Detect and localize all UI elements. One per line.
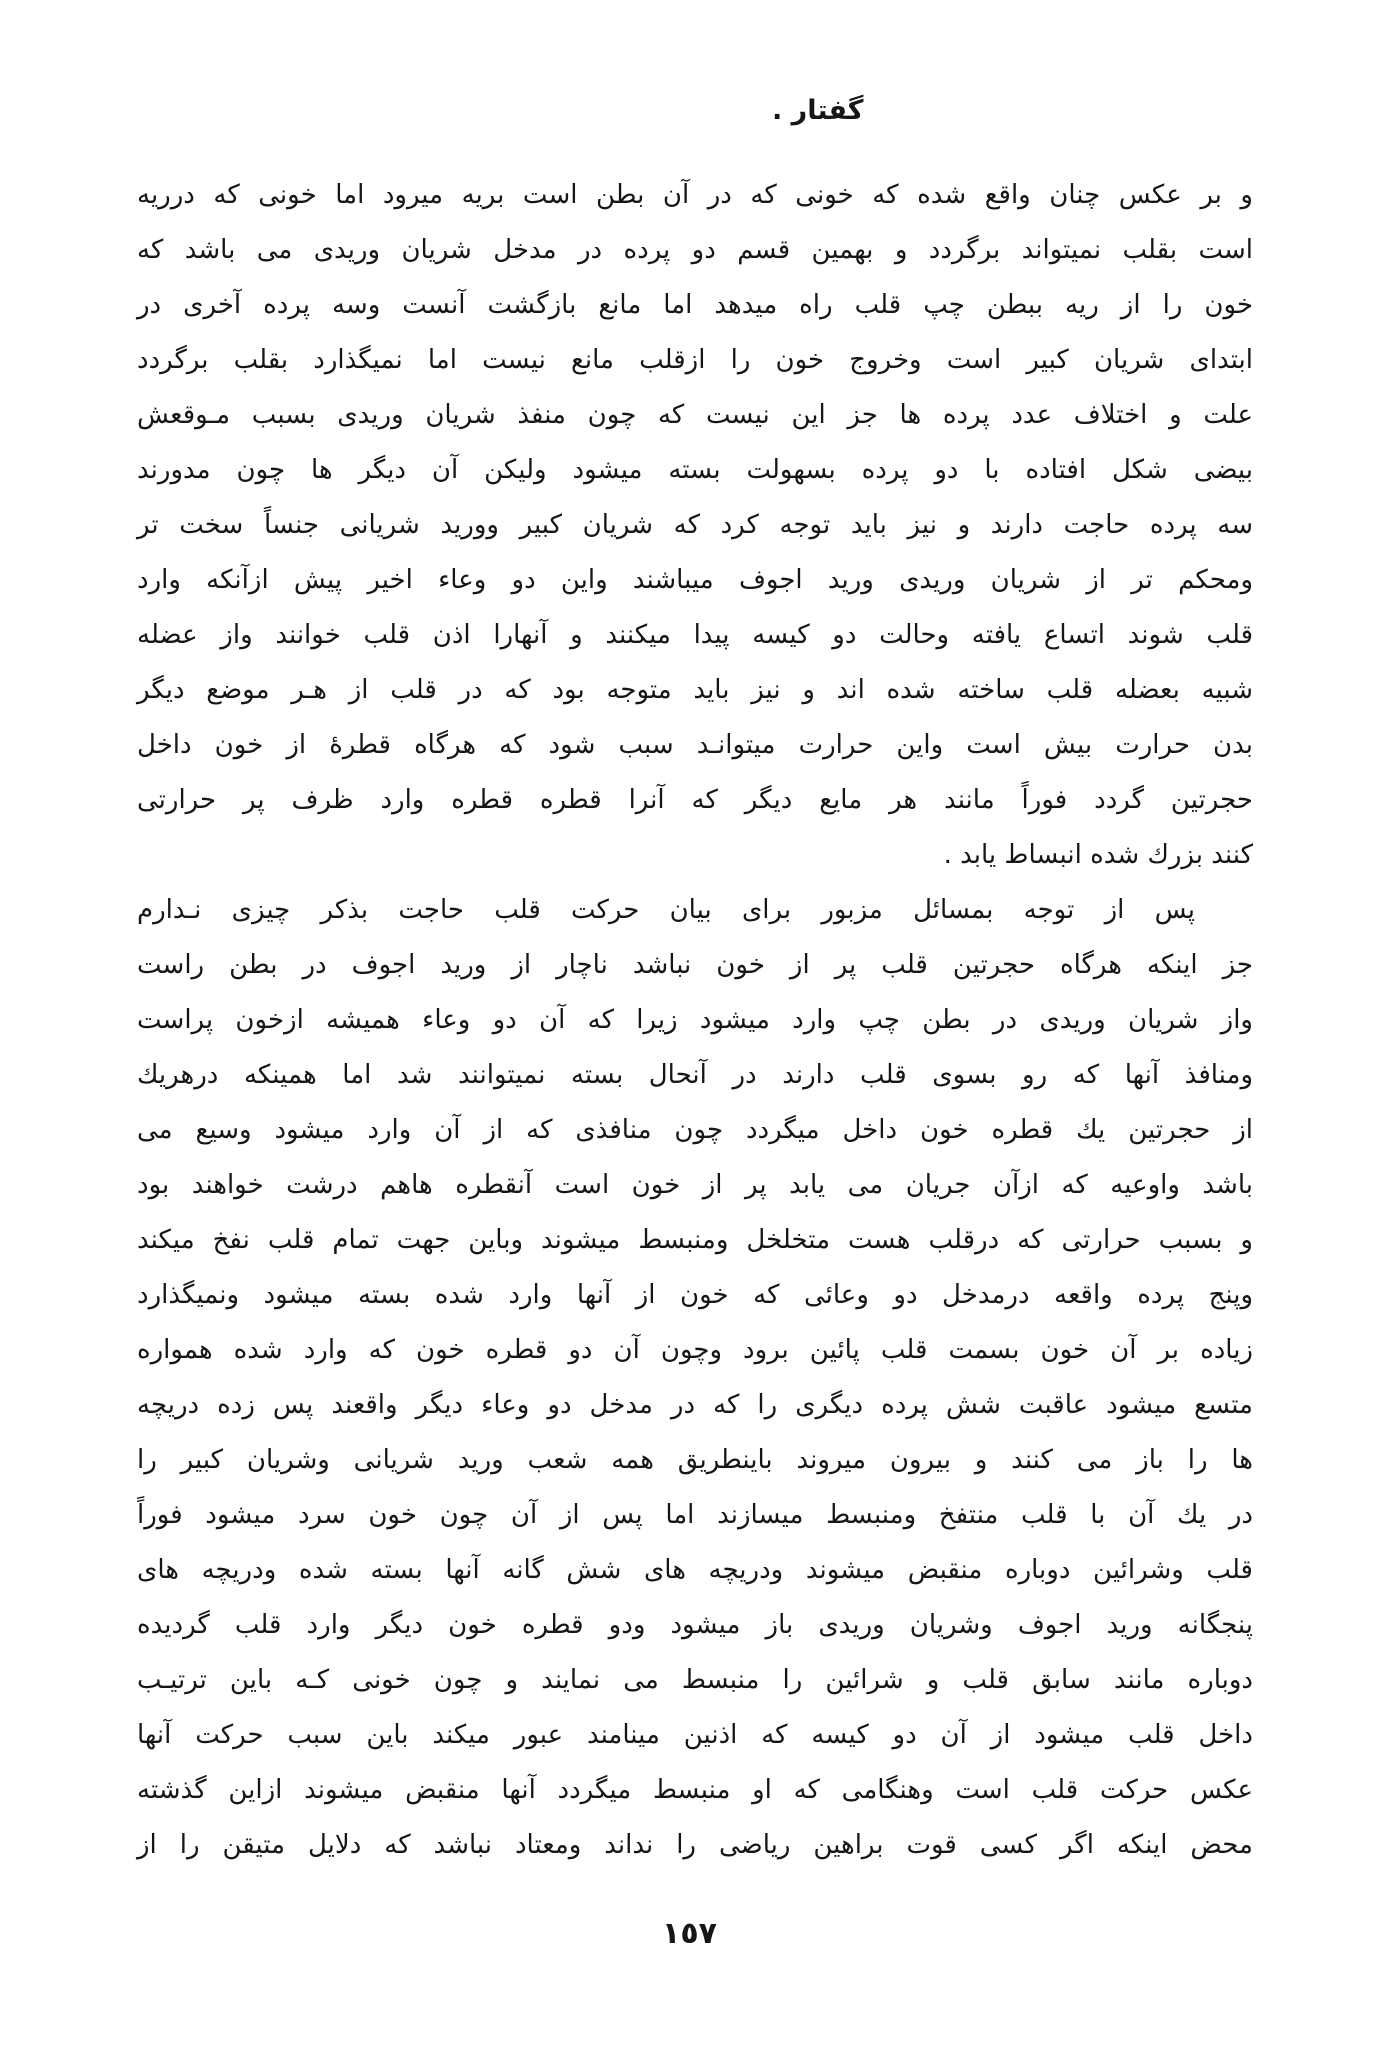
text-line: قلب وشرائین دوباره منقبض میشوند ودریچه های شش گانه آنها بسته شده ودریچه های [137, 1555, 1253, 1585]
text-line: بیضی شکل افتاده با دو پرده بسهولت بسته میشود ولیکن آن دیگر ها چون مدورند [137, 455, 1253, 485]
text-line: ابتدای شریان کبیر است وخروج خون را ازقلب مانع نیست اما نمیگذارد بقلب برگردد [137, 345, 1253, 375]
text-line: محض اینکه اگر کسی قوت براهین ریاضی را نداند ومعتاد نباشد که دلایل متیقن را از [137, 1830, 1253, 1860]
text-line: سه پرده حاجت دارند و نیز باید توجه کرد که شریان کبیر وورید شریانی جنساً سخت تر [137, 510, 1253, 540]
text-line: واز شریان وریدی در بطن چپ وارد میشود زیرا که آن دو وعاء همیشه ازخون پراست [137, 1005, 1253, 1035]
text-line: خون را از ریه ببطن چپ قلب راه میدهد اما مانع بازگشت آنست وسه پرده آخری در [137, 290, 1253, 320]
text-line: پنجگانه ورید اجوف وشریان وریدی باز میشود ودو قطره خون دیگر وارد قلب گردیده [137, 1610, 1253, 1640]
text-line: است بقلب نمیتواند برگردد و بهمین قسم دو پرده در مدخل شریان وریدی می باشد که [137, 235, 1253, 265]
text-line: ها را باز می کنند و بیرون میروند باینطریق همه شعب ورید شریانی وشریان کبیر را [137, 1445, 1253, 1475]
text-line: وپنج پرده واقعه درمدخل دو وعائی که خون از آنها وارد شده بسته میشود ونمیگذارد [137, 1280, 1253, 1310]
text-line: جز اینکه هرگاه حجرتین قلب پر از خون نباشد ناچار از ورید اجوف در بطن راست [137, 950, 1253, 980]
text-line: شبیه بعضله قلب ساخته شده اند و نیز باید متوجه بود که در قلب از هـر موضع دیگر [137, 675, 1253, 705]
text-line: حجرتین گردد فوراً مانند هر مایع دیگر که آنرا قطره قطره وارد ظرف پر حرارتی [137, 785, 1253, 815]
text-line: قلب شوند اتساع یافته وحالت دو کیسه پیدا میکنند و آنهارا اذن قلب خوانند واز عضله [137, 620, 1253, 650]
text-line: داخل قلب میشود از آن دو کیسه که اذنین مینامند عبور میکند باین سبب حرکت آنها [137, 1720, 1253, 1750]
text-line: در یك آن با قلب منتفخ ومنبسط میسازند اما پس از آن چون خون سرد میشود فوراً [137, 1500, 1253, 1530]
text-line: متسع میشود عاقبت شش پرده دیگری را که در مدخل دو وعاء دیگر واقعند پس زده دریچه [137, 1390, 1253, 1420]
page-number: ١٥٧ [662, 1916, 717, 1951]
text-line-paragraph-end: کنند بزرك شده انبساط یابد . [943, 840, 1253, 870]
text-line: ومنافذ آنها که رو بسوی قلب دارند در آنحال بسته نمیتوانند شد اما همینکه درهریك [137, 1060, 1253, 1090]
page-title: گفتار . [772, 95, 864, 126]
text-line-paragraph-start: پس از توجه بمسائل مزبور برای بیان حرکت قلب حاجت بذکر چیزی نـدارم [137, 895, 1195, 925]
text-line: بدن حرارت بیش است واین حرارت میتوانـد سبب شود که هرگاه قطرهٔ از خون داخل [137, 730, 1253, 760]
text-line: دوباره مانند سابق قلب و شرائین را منبسط می نمایند و چون خونی کـه باین ترتیـب [137, 1665, 1253, 1695]
text-line: علت و اختلاف عدد پرده ها جز این نیست که چون منفذ شریان وریدی بسبب مـوقعش [137, 400, 1253, 430]
text-line: زیاده بر آن خون بسمت قلب پائین برود وچون آن دو قطره خون که وارد شده همواره [137, 1335, 1253, 1365]
body-text [137, 168, 1253, 1873]
text-line: از حجرتین یك قطره خون داخل میگردد چون منافذی که از آن وارد میشود وسیع می [137, 1115, 1253, 1145]
text-line: و بسبب حرارتی که درقلب هست متخلخل ومنبسط میشوند وباین جهت تمام قلب نفخ میکند [137, 1225, 1253, 1255]
text-line: ومحکم تر از شریان وریدی ورید اجوف میباشند واین دو وعاء اخیر پیش ازآنکه وارد [137, 565, 1253, 595]
text-line: و بر عکس چنان واقع شده که خونی که در آن بطن است بریه میرود اما خونی که درریه [137, 180, 1253, 210]
text-line: عکس حرکت قلب است وهنگامی که او منبسط میگردد آنها منقبض میشوند ازاین گذشته [137, 1775, 1253, 1805]
text-line: باشد واوعیه که ازآن جریان می یابد پر از خون است آنقطره هاهم درشت خواهند بود [137, 1170, 1253, 1200]
